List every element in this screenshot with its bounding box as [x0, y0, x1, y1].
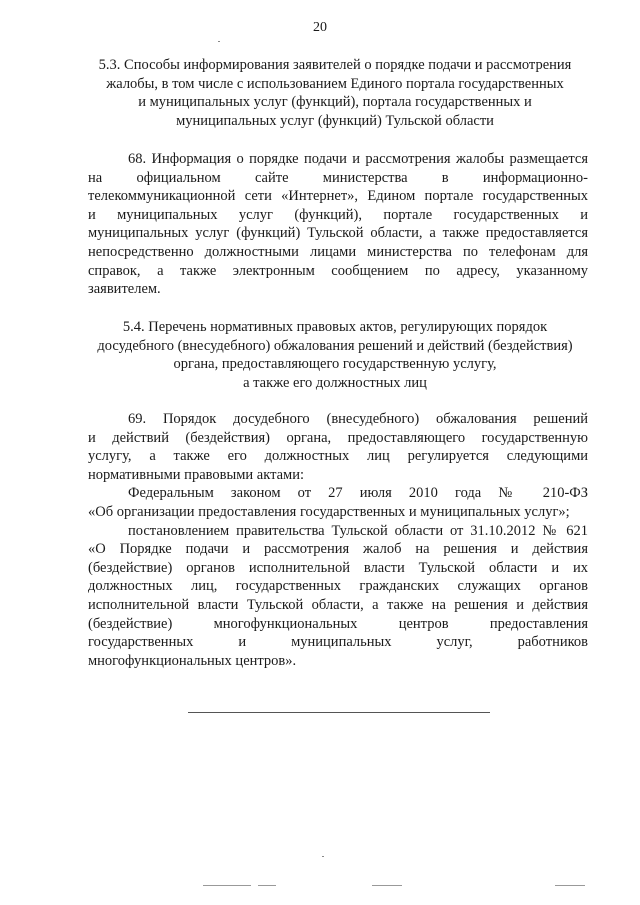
- paragraph-68: [88, 150, 588, 299]
- heading-line: 5.4. Перечень нормативных правовых актов, регулирующих порядок: [122, 319, 548, 335]
- paragraph-line: и муниципальных услуг (функций), портале государственных и: [88, 206, 588, 223]
- paragraph-line: и действий (бездействия) органа, предоставляющего государственную: [88, 429, 588, 446]
- closing-rule: [188, 712, 490, 713]
- paragraph-line: на официальном сайте министерства в информационно-: [88, 169, 588, 186]
- act-line: Федеральным законом от 27 июля 2010 года № 210-ФЗ: [128, 485, 588, 502]
- paragraph-line: непосредственно должностными лицами министерства по телефонам для: [88, 243, 588, 260]
- act-line: исполнительной власти Тульской области, а также на решения и действия: [88, 596, 588, 613]
- paragraph-line: 69. Порядок досудебного (внесудебного) обжалования решений: [128, 411, 588, 427]
- scan-speck: [218, 41, 220, 42]
- heading-line: жалобы, в том числе с использованием Единого портала государственных: [106, 75, 564, 92]
- heading-line: органа, предоставляющего государственную услугу,: [173, 356, 497, 372]
- paragraph-line: телекоммуникационной сети «Интернет», Едином портале государственных: [88, 188, 588, 205]
- act-line: постановлением правительства Тульской области от 31.10.2012 № 621: [128, 522, 588, 539]
- act-line: государственных и муниципальных услуг, работников: [88, 634, 588, 651]
- act-line: (бездействие) многофункциональных центров предоставления: [88, 615, 588, 632]
- paragraph-line: 68. Информация о порядке подачи и рассмотрения жалобы размещается: [128, 151, 588, 167]
- heading-line: муниципальных услуг (функций) Тульской области: [176, 112, 494, 129]
- scan-speck: [258, 885, 276, 886]
- act-line: «О Порядке подачи и рассмотрения жалоб на решения и действия: [88, 541, 588, 558]
- paragraph-69: [88, 410, 588, 670]
- paragraph-line: услугу, а также его должностных лиц регулируется следующими: [88, 448, 588, 465]
- section-5-3-heading: [80, 56, 590, 130]
- act-line: многофункциональных центров».: [88, 652, 297, 669]
- heading-line: а также его должностных лиц: [243, 374, 427, 391]
- paragraph-line: справок, а также электронным сообщением по адресу, указанному: [88, 262, 588, 279]
- paragraph-line: муниципальных услуг (функций) Тульской области, а также предоставляется: [88, 225, 588, 242]
- section-5-4-heading: [80, 318, 590, 392]
- page-number: 20: [313, 20, 327, 35]
- act-line: «Об организации предоставления государственных и муниципальных услуг»;: [88, 503, 570, 520]
- scan-speck: [372, 885, 402, 886]
- heading-line: и муниципальных услуг (функций), портала государственных и: [138, 94, 532, 110]
- act-line: (бездействие) органов исполнительной власти Тульской области и их: [88, 559, 588, 576]
- scan-speck: [203, 885, 251, 886]
- paragraph-line: нормативными правовыми актами:: [88, 466, 304, 483]
- scan-speck: [555, 885, 585, 886]
- scan-speck: [322, 856, 324, 857]
- heading-line: 5.3. Способы информирования заявителей о порядке подачи и рассмотрения: [98, 57, 572, 73]
- act-line: должностных лиц, государственных гражданских служащих органов: [88, 578, 588, 595]
- heading-line: досудебного (внесудебного) обжалования решений и действий (бездействия): [97, 337, 573, 354]
- paragraph-line: заявителем.: [88, 281, 161, 298]
